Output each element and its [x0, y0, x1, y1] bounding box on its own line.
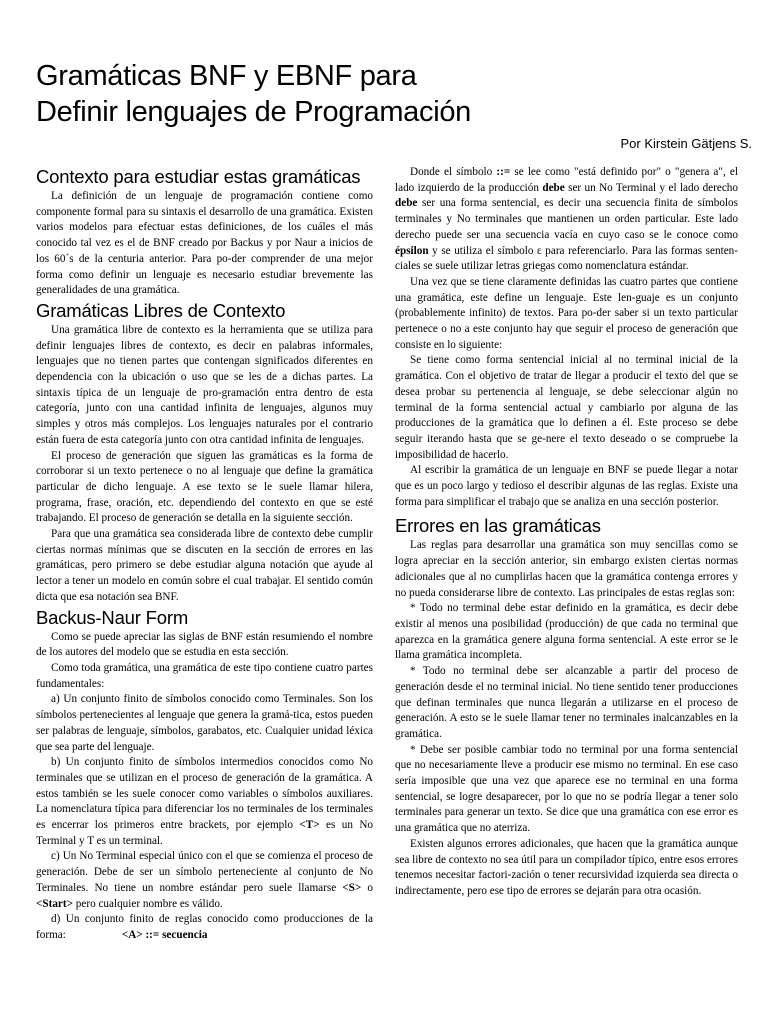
paragraph: Las reglas para desarrollar una gramática son muy sencillas como se logra apreciar en la sección anterior, sin embargo existen ciertas normas adicionales que al no cumplirlas hacen que la gramática contenga errores y no pueda considerarse libre de contexto. Las principales de estas reglas son:: [395, 539, 738, 599]
paragraph: Como se puede apreciar las siglas de BNF están resumiendo el nombre de los autores del modelo que se estudia en esta sección.: [36, 630, 373, 659]
right-column: [395, 165, 738, 900]
text-run: d) Un conjunto finito de reglas conocido como producciones de la forma:: [36, 913, 373, 941]
emphasis: épsilon: [395, 244, 429, 257]
production-example: <A> ::= secuencia: [121, 928, 208, 941]
emphasis: debe: [542, 181, 565, 194]
title-line-1: Gramáticas BNF y EBNF para: [36, 60, 417, 92]
nonterminal-example: <T>: [299, 819, 320, 832]
paragraph: a) Un conjunto finito de símbolos conocido como Terminales. Son los símbolos pertenecientes al lenguaje que genera la gramá-tica, estos pueden ser palabras de lenguaje, símbolos, garabatos, etc. Cualquier unidad léxica que sea parte del lenguaje.: [36, 693, 373, 753]
text-run: es un No Terminal y T es un terminal.: [36, 819, 373, 847]
text-run: y se utiliza el símbolo ε para referenciarlo. Para las formas senten-ciales se suele utilizar letras griegas como nomenclatura estándar.: [395, 244, 738, 273]
bullet-item: * Debe ser posible cambiar todo no terminal por una forma sentencial que no necesariamente lleve a producir ese mismo no terminal. En ese caso sería imposible que una vez que aparece ese no terminal en una forma sentencial, se logre desaparecer, por lo que no se podría llegar a tener solo terminales para generar un texto. Se dice que una gramática con ese error es una gramática que no aterriza.: [395, 743, 738, 835]
paragraph: Se tiene como forma sentencial inicial al no terminal inicial de la gramática. Con el objetivo de tratar de llegar a producir el texto del que se desea probar su pertenencia al lenguaje, se debe seleccionar algún no terminal de la forma sentencial actual y cambiarlo por alguna de las producciones de la gramática que lo definen a él. Este proceso se debe seguir iterando hasta que se ge-nere el texto deseado o se compruebe la imposibilidad de hacerlo.: [395, 354, 738, 461]
text-run: pero cualquier nombre es válido.: [72, 897, 223, 910]
paragraph: Una gramática libre de contexto es la herramienta que se utiliza para definir lenguajes libres de contexto, es decir en palabras informales, lenguajes que no tienen partes que contengan significados diferentes en dependencia con la ubicación o uso que se les de a dichas partes. La sintaxis típica de un lenguaje de pro-gramación entra dentro de esta categoría, junto con una cantidad infinita de lenguajes, algunos muy simples y otros más complejos. Los lenguajes naturales por el contrario están fuera de esta categoría junto con otra cantidad infinita de lenguajes.: [36, 323, 373, 446]
text-run: ser un No Terminal y el lado derecho: [564, 181, 738, 194]
paragraph: [36, 849, 373, 912]
paragraph: Como toda gramática, una gramática de este tipo contiene cuatro partes fundamentales:: [36, 661, 373, 690]
text-run: se lee como "está definido por" o "genera a", el lado izquierdo de la producción: [395, 166, 738, 194]
paragraph: Una vez que se tiene claramente definidas las cuatro partes que contiene una gramática, este define un lenguaje. Este len-guaje es un conjunto (probablemente infinito) de textos. Para po-der saber si un texto particular pertenece o no a este conjunto hay que seguir el proceso de generación que consiste en lo siguiente:: [395, 275, 738, 351]
text-run: ser una forma sentencial, es decir una secuencia finita de símbolos terminales y No terminales que mantienen un orden particular. Este lado derecho puede ser una secuencia vacía en cuyo caso se le conoce como: [395, 197, 738, 241]
section-heading-cfg: Gramáticas Libres de Contexto: [36, 299, 286, 321]
text-run: Donde el símbolo: [410, 166, 497, 178]
text-run: b) Un conjunto finito de símbolos intermedios conocidos como No terminales que se utilizan en el proceso de generación de la gramática. A estos también se les suele conocer como variables o símbolos auxiliares. La nomenclatura típica para diferenciar los no terminales de los terminales es encerrar los primeros entre brackets, por ejemplo: [36, 756, 373, 832]
paragraph: Al escribir la gramática de un lenguaje en BNF se puede llegar a notar que es un poco largo y tedioso el describir algunas de las reglas. Existe una forma para simplificar el trabajo que se analiza en una sección posterior.: [395, 464, 738, 508]
paragraph: [395, 165, 738, 275]
section-heading-bnf: Backus-Naur Form: [36, 606, 189, 628]
bullet-item: * Todo no terminal debe estar definido en la gramática, es decir debe existir al menos una posibilidad (producción) de que cada no terminal que aparezca en la gramática genere alguna forma sentencial. A este error se le llama gramática incompleta.: [395, 602, 738, 662]
bullet-item: * Todo no terminal debe ser alcanzable a partir del proceso de generación desde el no terminal inicial. No tiene sentido tener producciones que definan terminales que nunca llegarán a utilizarse en el proceso de generación. A esto se le suele llamar tener no terminales inalcanzables en la gramática.: [395, 665, 738, 740]
paragraph: [36, 755, 373, 849]
section-heading-errors: Errores en las gramáticas: [395, 515, 601, 537]
text-run: c) Un No Terminal especial único con el que se comienza el proceso de generación. Debe de ser un símbolo perteneciente al conjunto de No Terminales. No tiene un nombre estándar pero suele llamarse: [36, 850, 373, 894]
start-symbol-start: <Start>: [36, 897, 73, 910]
start-symbol-s: <S>: [342, 881, 362, 894]
author-line: Por Kirstein Gätjens S.: [620, 136, 752, 151]
text-run: o: [361, 881, 374, 894]
emphasis: debe: [395, 197, 418, 210]
section-heading-context: Contexto para estudiar estas gramáticas: [36, 166, 361, 187]
paragraph: Para que una gramática sea considerada libre de contexto debe cumplir ciertas normas mínimas que se discuten en la sección de errores en las gramáticas, pero primero se debe estudiar alguna notación que ayude al lector a tener un modelo en común sobre el cual trabajar. El sentido común dicta que esa notación sea BNF.: [36, 528, 373, 603]
defined-by-symbol: ::=: [496, 166, 511, 178]
title-line-2: Definir lenguajes de Programación: [36, 96, 472, 128]
document-title: [36, 58, 471, 130]
paragraph: La definición de un lenguaje de programación contiene como componente formal para su sintaxis el desarrollo de una gramática. Existen varios modelos para efectuar estas definiciones, de los cuáles el más conocido tal vez es el de BNF creado por Backus y por Naur a inicios de los 60´s de la centuria anterior. Para po-der comprender de una mejor forma como definir un lenguaje es necesario estudiar brevemente las generalidades de una gramática.: [36, 190, 373, 297]
paragraph: El proceso de generación que siguen las gramáticas es la forma de corroborar si un texto pertenece o no al lenguaje que define la gramática particular de dicho lenguaje. A ese texto se le suele llamar hilera, programa, frase, oración, etc. dependiendo del contexto en que se esté trabajando. El proceso de generación se detalla en la siguiente sección.: [36, 449, 373, 525]
paragraph: [36, 912, 373, 943]
left-column: [36, 165, 373, 944]
paragraph: Existen algunos errores adicionales, que hacen que la gramática aunque sea libre de contexto no sea útil para un compilador típico, entre esos errores tenemos necesitar factori-zación o tener recursividad izquierda sea directa o indirectamente, pero ese tipo de errores se dejarán para otra ocasión.: [395, 837, 738, 897]
